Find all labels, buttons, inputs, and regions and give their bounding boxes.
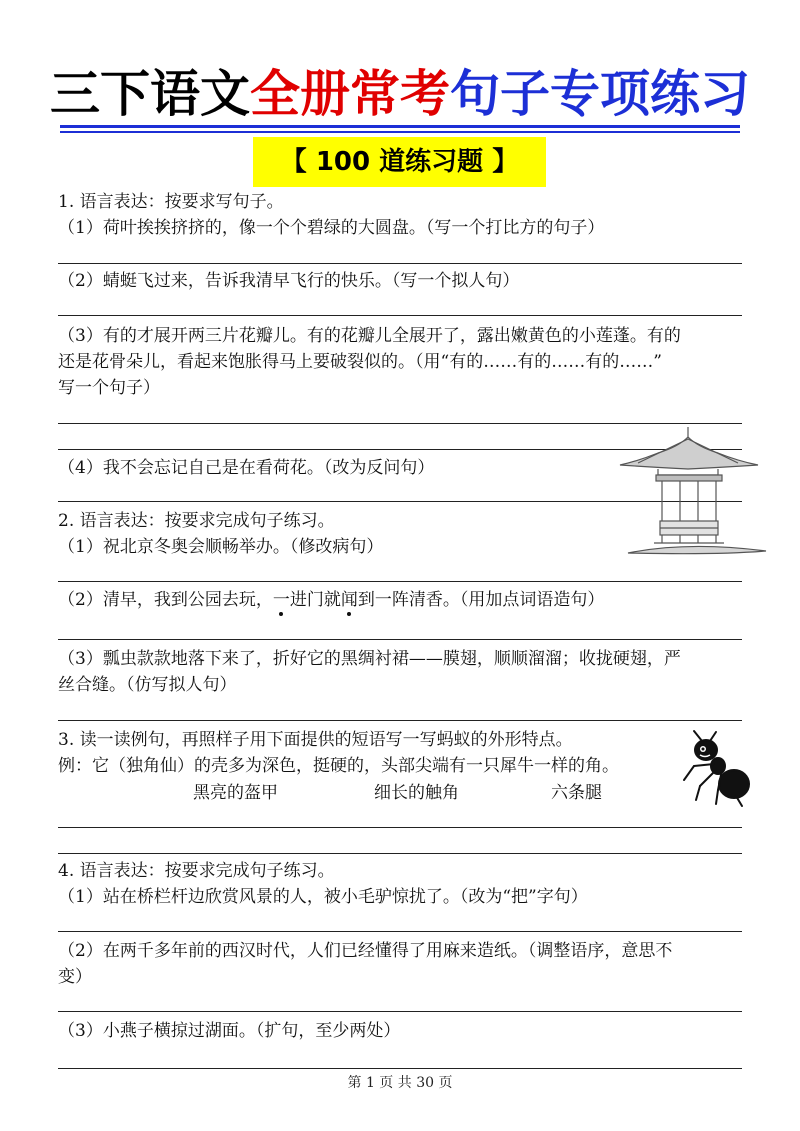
answer-line [58,931,742,932]
ant-icon [672,728,762,808]
q2-item1: （1）祝北京冬奥会顺畅举办。（修改病句） [58,537,384,557]
q2-item2-pre: （2）清早，我到公园去玩， [58,590,273,610]
q3-heading: 3. 读一读例句，再照样子用下面提供的短语写一写蚂蚁的外形特点。 [58,730,573,750]
q1-item3-line1: （3）有的才展开两三片花瓣儿。有的花瓣儿全展开了，露出嫩黄色的小莲蓬。有的 [58,326,681,346]
footer-rule [58,1068,742,1069]
q1-heading: 1. 语言表达：按要求写句子。 [58,192,284,212]
answer-line [58,827,742,828]
q1-item1: （1）荷叶挨挨挤挤的，像一个个碧绿的大圆盘。（写一个打比方的句子） [58,218,605,238]
q2-item2-dotted-char: 闻 [340,590,358,610]
q1-item2: （2）蜻蜓飞过来，告诉我清早飞行的快乐。（写一个拟人句） [58,271,520,291]
q2-item3-line2: 丝合缝。（仿写拟人句） [58,675,237,695]
q2-item2-dotted-char: 一 [272,590,290,610]
q3-phrase: 黑亮的盔甲 [193,783,278,803]
q3-phrase: 细长的触角 [374,783,459,803]
page-footer: 第 1 页 共 30 页 [347,1075,453,1091]
page-title [0,62,800,126]
q3-example: 例：它（独角仙）的壳多为深色，挺硬的，头部尖端有一只犀牛一样的角。 [58,756,619,776]
q1-item3-line3: 写一个句子） [58,378,160,398]
q1-item4: （4）我不会忘记自己是在看荷花。（改为反问句） [58,458,435,478]
q3-phrase: 六条腿 [551,783,602,803]
answer-line [58,639,742,640]
q1-item3-line2: 还是花骨朵儿，看起来饱胀得马上要破裂似的。（用“有的……有的……有的……” [58,352,662,372]
answer-line [58,581,742,582]
q2-item2-post: 到一阵清香。（用加点词语造句） [357,590,605,610]
answer-line [58,720,742,721]
pavilion-icon [618,425,768,565]
answer-line [58,1011,742,1012]
title-part-red: 全册常考 [250,65,450,123]
answer-line [58,853,742,854]
title-part-blue: 句子专项练习 [450,65,750,123]
q4-item1: （1）站在桥栏杆边欣赏风景的人，被小毛驴惊扰了。（改为“把”字句） [58,887,588,907]
answer-line [58,263,742,264]
q2-heading: 2. 语言表达：按要求完成句子练习。 [58,511,335,531]
answer-line [58,423,742,424]
q4-item2-line1: （2）在两千多年前的西汉时代，人们已经懂得了用麻来造纸。（调整语序，意思不 [58,941,673,961]
title-underline [60,125,740,128]
q4-item2-line2: 变） [58,967,92,987]
title-part-black: 三下语文 [50,65,250,123]
q2-item2-mid: 进门就 [289,590,341,610]
q4-item3: （3）小燕子横掠过湖面。（扩句，至少两处） [58,1021,401,1041]
q4-heading: 4. 语言表达：按要求完成句子练习。 [58,861,335,881]
title-underline-thin [60,131,740,133]
answer-line [58,315,742,316]
subtitle-banner: 【 100 道练习题 】 [253,137,546,187]
q2-item2 [58,587,604,613]
q2-item3-line1: （3）瓢虫款款地落下来了，折好它的黑绸衬裙——膜翅，顺顺溜溜；收拢硬翅，严 [58,649,681,669]
